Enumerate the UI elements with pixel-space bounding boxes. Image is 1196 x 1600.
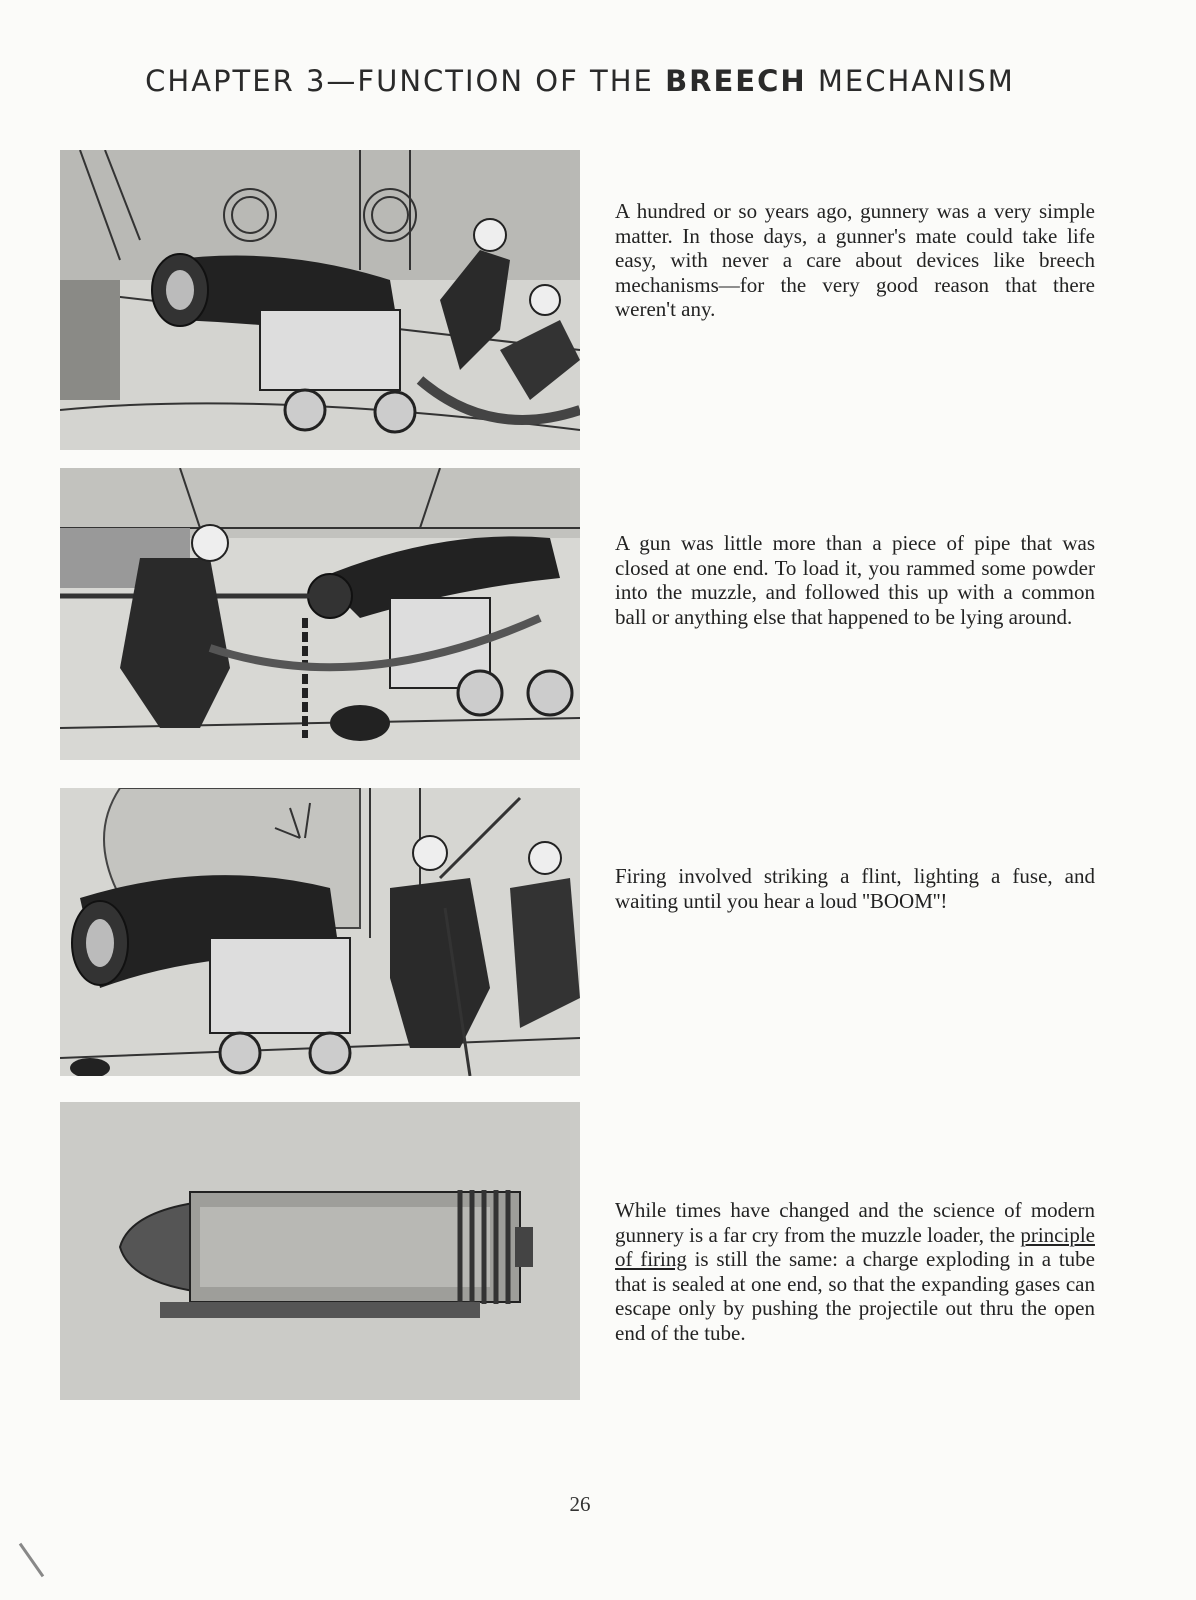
page-title — [0, 64, 1160, 98]
paragraph-4-part-a: While times have changed and the science of modern gunnery is a far cry from the muzzle loader, the — [615, 1198, 1095, 1247]
illustration-loading-cannon-art — [60, 468, 580, 760]
title-prefix: CHAPTER 3—FUNCTION OF THE — [145, 64, 666, 98]
illustration-loading-cannon — [60, 468, 580, 760]
principle-of-firing-underlined: principle of firing — [615, 1222, 1095, 1271]
scan-mark — [19, 1543, 44, 1577]
paragraph-2: A gun was little more than a piece of pipe that was closed at one end. To load it, you rammed some powder into the muzzle, and followed this up with a common ball or anything else that happened to be lying around. — [615, 531, 1095, 629]
paragraph-4-part-b: is still the same: a charge exploding in a tube that is sealed at one end, so that the expanding gases can escape only by pushing the projectile out thru the open end of the tube. — [615, 1247, 1095, 1345]
illustration-firing-cannon — [60, 788, 580, 1076]
page-number: 26 — [569, 1492, 591, 1516]
title-bold: BREECH — [665, 64, 807, 98]
paragraph-3: Firing involved striking a flint, lighting a fuse, and waiting until you hear a loud ''BOOM''! — [615, 864, 1095, 913]
illustration-cartridge-tube — [60, 1102, 580, 1400]
title-suffix: MECHANISM — [806, 64, 1015, 98]
illustration-gunner-resting — [60, 150, 580, 450]
paragraph-1: A hundred or so years ago, gunnery was a very simple matter. In those days, a gunner's mate could take life easy, with never a care about devices like breech mechanisms—for the very good reason that there weren't any. — [615, 199, 1095, 321]
illustration-cartridge-tube-art — [60, 1102, 580, 1400]
illustration-gunner-resting-art — [60, 150, 580, 450]
paragraph-4 — [615, 1198, 1095, 1345]
illustration-firing-cannon-art — [60, 788, 580, 1076]
